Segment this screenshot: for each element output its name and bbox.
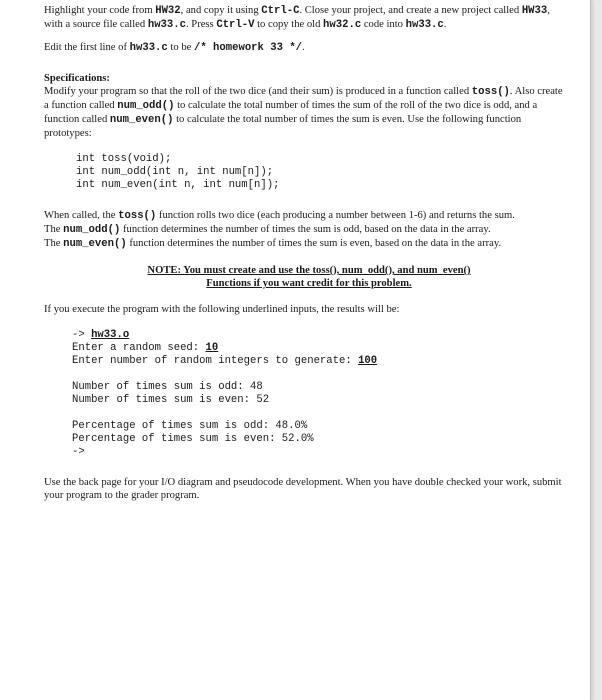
text-run: Highlight your code from — [44, 5, 156, 16]
prototype-num-odd: int num_odd(int n, int num[n]); — [76, 166, 274, 178]
text-run: , and copy it using — [180, 5, 262, 16]
code-hw32: HW32 — [155, 5, 181, 17]
terminal-even-percentage: Percentage of times sum is even: 52.0% — [72, 433, 314, 445]
terminal-count-line — [72, 355, 564, 368]
text-run: . Also create a function called — [44, 86, 563, 111]
terminal-output — [44, 329, 564, 459]
text-run: to calculate the total number of times the sum of the roll of the two dice is odd, and a function called — [44, 100, 538, 125]
terminal-odd-percentage: Percentage of times sum is odd: 48.0% — [72, 420, 308, 432]
terminal-command: hw33.o — [91, 329, 130, 341]
specifications-paragraph — [44, 85, 564, 140]
terminal-even-count: Number of times sum is even: 52 — [72, 394, 270, 406]
count-label: Enter number of random integers to generate: — [72, 355, 359, 367]
intro-paragraph — [44, 4, 564, 32]
text-run: . Close your project, and create a new project called — [299, 5, 522, 16]
edit-instruction — [44, 41, 564, 55]
terminal-command-line — [72, 329, 564, 342]
code-ctrl-c: Ctrl-C — [261, 5, 300, 17]
document-content — [44, 4, 564, 502]
seed-value: 10 — [205, 342, 219, 354]
code-toss: toss() — [471, 86, 510, 98]
example-intro: If you execute the program with the following underlined inputs, the results will be: — [44, 304, 400, 315]
credit-note — [44, 264, 564, 290]
code-hw33-file-3: hw33.c — [129, 42, 168, 54]
code-toss: toss() — [118, 210, 157, 222]
text-run: Modify your program so that the roll of the two dice (and their sum) is produced in a function called — [44, 86, 472, 97]
code-num-odd: num_odd() — [63, 224, 121, 236]
seed-label: Enter a random seed: — [72, 342, 206, 354]
text-run: to calculate the total number of times the sum is even. Use the following function prototypes: — [44, 114, 522, 139]
text-run: Edit the first line of — [44, 42, 130, 53]
code-hw33-file: hw33.c — [147, 19, 186, 31]
code-hw33: HW33 — [521, 5, 548, 17]
code-hw32-file: hw32.c — [323, 19, 362, 31]
text-run: The — [44, 224, 64, 235]
specifications-heading: Specifications: — [44, 73, 110, 84]
text-run: When called, the — [44, 210, 119, 221]
terminal-prompt: -> — [72, 329, 92, 341]
code-num-even: num_even() — [63, 238, 127, 250]
code-ctrl-v: Ctrl-V — [216, 19, 255, 31]
text-run: function determines the number of times the sum is odd, based on the data in the array. — [120, 224, 491, 235]
code-hw33-file-2: hw33.c — [405, 19, 444, 31]
code-num-odd: num_odd() — [117, 100, 175, 112]
text-run: to be — [167, 42, 194, 53]
description-toss — [44, 209, 564, 223]
text-run: . — [443, 19, 447, 30]
description-num-even — [44, 237, 564, 251]
prototype-num-even: int num_even(int n, int num[n]); — [76, 179, 280, 191]
text-run: . Press — [186, 19, 217, 30]
text-run: . — [302, 42, 305, 53]
note-line-2: Functions if you want credit for this problem. — [206, 278, 412, 289]
code-homework-comment: /* homework 33 */ — [193, 42, 303, 54]
text-run: to copy the old — [254, 19, 324, 30]
text-run: , with a source file called — [44, 5, 550, 30]
prototype-toss: int toss(void); — [76, 153, 172, 165]
count-value: 100 — [358, 355, 378, 367]
description-num-odd — [44, 223, 564, 237]
terminal-seed-line — [72, 342, 564, 355]
terminal-odd-count: Number of times sum is odd: 48 — [72, 381, 263, 393]
closing-paragraph: Use the back page for your I/O diagram and pseudocode development. When you have double checked your work, submit your program to the grader program. — [44, 477, 562, 501]
text-run: function determines the number of times the sum is even, based on the data in the array. — [126, 238, 502, 249]
text-run: code into — [361, 19, 406, 30]
function-prototypes — [44, 153, 564, 192]
code-num-even: num_even() — [109, 114, 174, 126]
text-run: function rolls two dice (each producing a number between 1-6) and returns the sum. — [156, 210, 515, 221]
terminal-end-prompt: -> — [72, 446, 85, 458]
note-line-1: NOTE: You must create and use the toss(), num_odd(), and num_even() — [147, 265, 471, 276]
text-run: The — [44, 238, 64, 249]
